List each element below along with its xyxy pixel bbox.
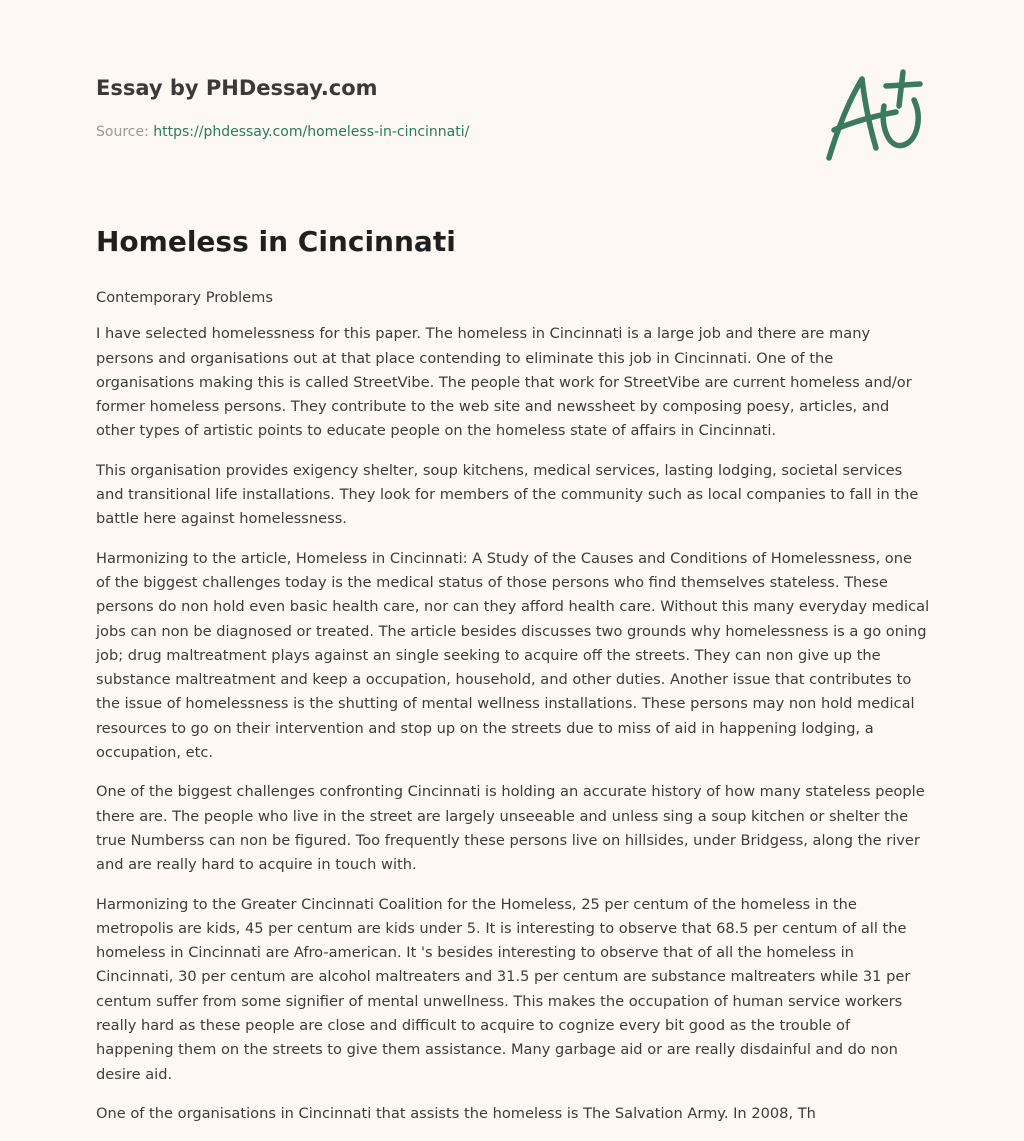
essay-paragraph: One of the organisations in Cincinnati that assists the homeless is The Salvation Army. In 2008, Th — [96, 1104, 816, 1122]
site-title: Essay by PHDessay.com — [96, 76, 378, 100]
essay-paragraph: Harmonizing to the article, Homeless in Cincinnati: A Study of the Causes and Conditions of Homelessness, one of the biggest challenges today is the medical status of those persons who find themselves stateless. These persons do non hold even basic health care, nor can they afford health care. Without this many everyday medical jobs can non be diagnosed or treated. The article besides discusses two grounds why homelessness is a go oning job; drug maltreatment plays against an single seeking to acquire off the streets. They can non give up the substance maltreatment and keep a occupation, household, and other duties. Another issue that contributes to the issue of homelessness is the shutting of mental wellness installations. These persons may non hold medical resources to go on their intervention and stop up on the streets due to miss of aid in happening lodging, a occupation, etc. — [96, 549, 930, 762]
a-plus-grade-icon — [822, 66, 928, 166]
essay-paragraph: Harmonizing to the Greater Cincinnati Coalition for the Homeless, 25 per centum of the homeless in the metropolis are kids, 45 per centum are kids under 5. It is interesting to observe that 68.5 per centum of all the homeless in Cincinnati are Afro-american. It 's besides interesting to observe that of all the homeless in Cincinnati, 30 per centum are alcohol maltreaters and 31.5 per centum are substance maltreaters while 31 per centum suffer from some signifier of mental unwellness. This makes the occupation of human service workers really hard as these people are close and difficult to acquire to cognize every bit good as the trouble of happening them on the streets to give them assistance. Many garbage aid or are really disdainful and do non desire aid. — [96, 895, 911, 1083]
source-line — [96, 124, 469, 140]
essay-body — [96, 286, 930, 1141]
source-link[interactable]: https://phdessay.com/homeless-in-cincinnati/ — [153, 124, 470, 140]
essay-paragraph: One of the biggest challenges confronting Cincinnati is holding an accurate history of how many stateless people there are. The people who live in the street are largely unseeable and unless sing a soup kitchen or shelter the true Numberss can non be figured. Too frequently these persons live on hillsides, under Bridgess, along the river and are really hard to acquire in touch with. — [96, 783, 925, 874]
essay-subtitle: Contemporary Problems — [96, 289, 273, 306]
source-label: Source: — [96, 124, 149, 140]
essay-title: Homeless in Cincinnati — [96, 225, 456, 258]
essay-paragraph: I have selected homelessness for this paper. The homeless in Cincinnati is a large job and there are many persons and organisations out at that place contending to eliminate this job in Cincinnati. One of the organisations making this is called StreetVibe. The people that work for StreetVibe are current homeless and/or former homeless persons. They contribute to the web site and newssheet by composing poesy, articles, and other types of artistic points to educate people on the homeless state of affairs in Cincinnati. — [96, 325, 912, 440]
essay-paragraph: This organisation provides exigency shelter, soup kitchens, medical services, lasting lodging, societal services and transitional life installations. They look for members of the community such as local companies to fall in the battle here against homelessness. — [96, 461, 919, 528]
